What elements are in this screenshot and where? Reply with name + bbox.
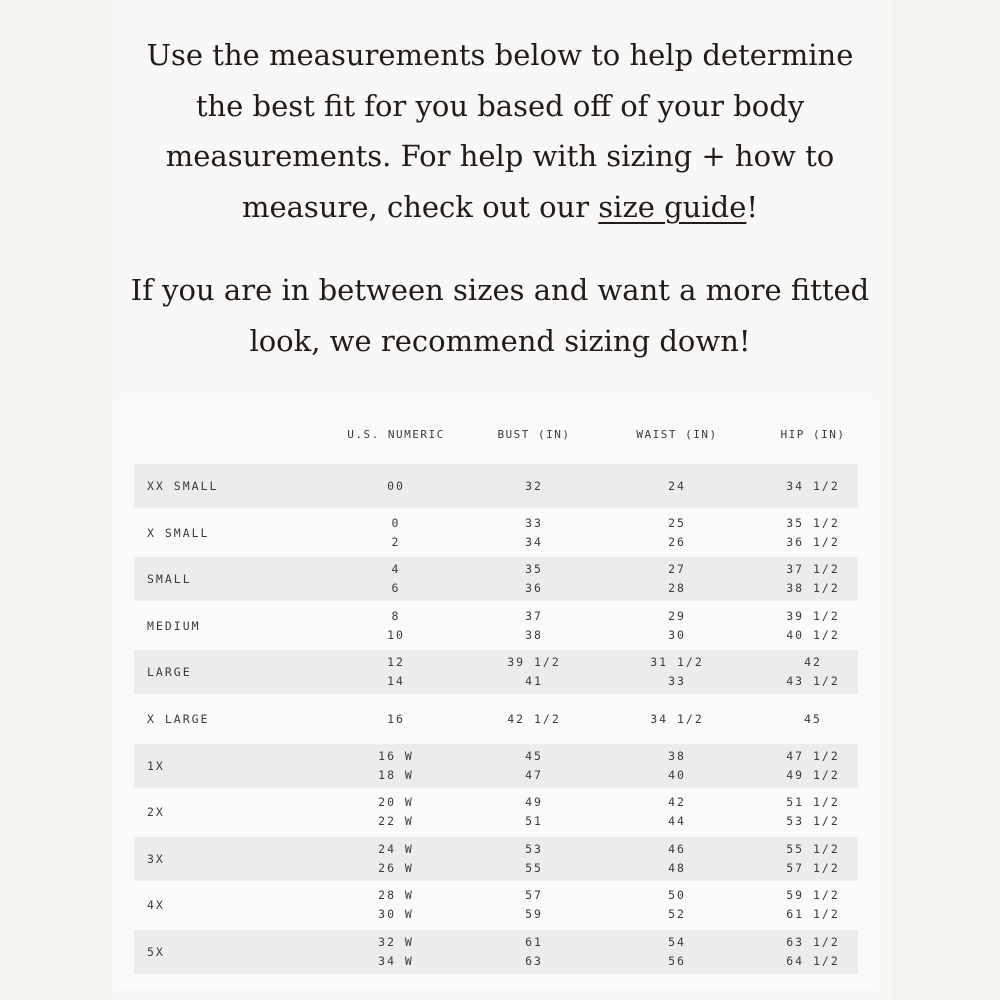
size-label: 1X (147, 758, 165, 773)
bust-value: 35 (525, 562, 543, 577)
numeric-value: 30 W (378, 907, 414, 922)
bust-value: 45 (525, 748, 543, 763)
hip-cell (738, 744, 888, 788)
bust-value: 34 (525, 534, 543, 549)
waist-value: 40 (668, 767, 686, 782)
waist-cell (602, 511, 752, 555)
waist-cell (602, 697, 752, 741)
waist-value: 27 (668, 562, 686, 577)
size-label: 3X (147, 851, 165, 866)
hip-value: 35 1/2 (786, 515, 840, 530)
bust-value: 36 (525, 581, 543, 596)
hip-value: 51 1/2 (786, 795, 840, 810)
table-row (134, 883, 858, 927)
waist-value: 50 (668, 888, 686, 903)
hip-cell (738, 697, 888, 741)
size-label: LARGE (147, 665, 192, 680)
size-label: X LARGE (147, 712, 210, 726)
hip-value: 61 1/2 (786, 907, 840, 922)
table-row (134, 464, 858, 508)
waist-cell (602, 790, 752, 834)
bust-cell (459, 883, 609, 927)
bust-value: 51 (525, 814, 543, 829)
bust-value: 39 1/2 (507, 655, 561, 670)
header-waist: WAIST (IN) (636, 428, 718, 441)
numeric-value: 26 W (378, 860, 414, 875)
size-guide-link[interactable]: size guide (598, 189, 747, 224)
bust-cell (459, 697, 609, 741)
numeric-value: 4 (391, 562, 401, 577)
hip-value: 45 (804, 711, 822, 726)
bust-cell (459, 837, 609, 881)
numeric-value: 20 W (378, 795, 414, 810)
bust-cell (459, 930, 609, 974)
intro-paragraph-2: If you are in between sizes and want a more fitted look, we recommend sizing down! (130, 273, 870, 358)
size-label: X SMALL (147, 525, 210, 540)
waist-cell (602, 650, 752, 694)
bust-value: 37 (525, 608, 543, 623)
hip-cell (738, 464, 888, 508)
table-row (134, 511, 858, 555)
bust-value: 55 (525, 860, 543, 875)
bust-cell (459, 511, 609, 555)
bust-cell (459, 790, 609, 834)
waist-cell (602, 883, 752, 927)
bust-value: 32 (525, 478, 543, 493)
size-label: 4X (147, 898, 165, 913)
hip-value: 59 1/2 (786, 888, 840, 903)
waist-cell (602, 557, 752, 601)
waist-value: 26 (668, 534, 686, 549)
waist-cell (602, 744, 752, 788)
bust-value: 63 (525, 954, 543, 968)
bust-value: 53 (525, 841, 543, 856)
waist-value: 56 (668, 954, 686, 968)
hip-value: 42 (804, 655, 822, 670)
hip-value: 57 1/2 (786, 860, 840, 875)
hip-cell (738, 790, 888, 834)
waist-value: 31 1/2 (650, 655, 704, 670)
hip-value: 38 1/2 (786, 581, 840, 596)
size-label: SMALL (147, 572, 192, 587)
numeric-cell (321, 697, 471, 741)
hip-value: 36 1/2 (786, 534, 840, 549)
numeric-value: 6 (391, 581, 401, 596)
waist-value: 48 (668, 860, 686, 875)
hip-value: 53 1/2 (786, 814, 840, 829)
waist-value: 34 1/2 (650, 711, 704, 726)
numeric-cell (321, 650, 471, 694)
bust-value: 47 (525, 767, 543, 782)
numeric-value: 34 W (378, 954, 414, 968)
bust-value: 49 (525, 795, 543, 810)
size-chart-table (118, 398, 874, 988)
waist-value: 28 (668, 581, 686, 596)
hip-cell (738, 930, 888, 974)
waist-value: 38 (668, 748, 686, 763)
numeric-value: 00 (387, 478, 405, 493)
waist-cell (602, 930, 752, 974)
hip-value: 49 1/2 (786, 767, 840, 782)
waist-cell (602, 604, 752, 648)
table-row (134, 837, 858, 881)
numeric-value: 0 (391, 515, 401, 530)
header-hip: HIP (IN) (780, 428, 846, 441)
waist-value: 54 (668, 935, 686, 949)
header-us-numeric: U.S. NUMERIC (347, 428, 445, 441)
size-label: MEDIUM (147, 618, 201, 633)
numeric-value: 2 (391, 534, 401, 549)
hip-value: 40 1/2 (786, 627, 840, 642)
hip-cell (738, 650, 888, 694)
waist-value: 44 (668, 814, 686, 829)
waist-cell (602, 837, 752, 881)
waist-value: 46 (668, 841, 686, 856)
numeric-value: 32 W (378, 935, 414, 949)
hip-value: 55 1/2 (786, 841, 840, 856)
hip-value: 64 1/2 (786, 954, 840, 968)
hip-cell (738, 883, 888, 927)
hip-cell (738, 837, 888, 881)
bust-value: 42 1/2 (507, 711, 561, 726)
size-label: 2X (147, 805, 165, 820)
numeric-value: 10 (387, 627, 405, 642)
hip-value: 43 1/2 (786, 674, 840, 689)
hip-value: 39 1/2 (786, 608, 840, 623)
waist-value: 42 (668, 795, 686, 810)
waist-value: 25 (668, 515, 686, 530)
numeric-cell (321, 511, 471, 555)
bust-value: 59 (525, 907, 543, 922)
table-row (134, 744, 858, 788)
bust-value: 41 (525, 674, 543, 689)
numeric-cell (321, 604, 471, 648)
bust-value: 38 (525, 627, 543, 642)
hip-value: 47 1/2 (786, 748, 840, 763)
size-label: XX SMALL (147, 479, 219, 493)
numeric-value: 28 W (378, 888, 414, 903)
waist-value: 52 (668, 907, 686, 922)
numeric-value: 8 (391, 608, 401, 623)
table-row (134, 557, 858, 601)
hip-cell (738, 604, 888, 648)
numeric-value: 16 W (378, 748, 414, 763)
numeric-value: 24 W (378, 841, 414, 856)
header-bust: BUST (IN) (497, 428, 571, 441)
waist-value: 30 (668, 627, 686, 642)
numeric-cell (321, 883, 471, 927)
bust-cell (459, 650, 609, 694)
intro-paragraph-1 (140, 30, 860, 232)
intro-text (0, 30, 1000, 366)
numeric-value: 12 (387, 655, 405, 670)
numeric-cell (321, 744, 471, 788)
bust-cell (459, 744, 609, 788)
numeric-value: 22 W (378, 814, 414, 829)
bust-value: 57 (525, 888, 543, 903)
numeric-cell (321, 464, 471, 508)
waist-value: 29 (668, 608, 686, 623)
size-label: 5X (147, 945, 165, 959)
hip-value: 37 1/2 (786, 562, 840, 577)
table-row (134, 604, 858, 648)
hip-cell (738, 557, 888, 601)
hip-cell (738, 511, 888, 555)
numeric-cell (321, 930, 471, 974)
numeric-value: 16 (387, 711, 405, 726)
table-row (134, 930, 858, 974)
table-row (134, 650, 858, 694)
numeric-cell (321, 837, 471, 881)
bust-value: 61 (525, 935, 543, 949)
table-row (134, 790, 858, 834)
intro-paragraph-1-end: ! (746, 189, 759, 224)
numeric-value: 18 W (378, 767, 414, 782)
bust-cell (459, 464, 609, 508)
numeric-cell (321, 790, 471, 834)
hip-value: 34 1/2 (786, 478, 840, 493)
waist-cell (602, 464, 752, 508)
bust-value: 33 (525, 515, 543, 530)
waist-value: 24 (668, 478, 686, 493)
numeric-cell (321, 557, 471, 601)
table-row (134, 697, 858, 741)
bust-cell (459, 557, 609, 601)
bust-cell (459, 604, 609, 648)
waist-value: 33 (668, 674, 686, 689)
numeric-value: 14 (387, 674, 405, 689)
hip-value: 63 1/2 (786, 935, 840, 949)
intro-paragraph-1-text: Use the measurements below to help determine the best fit for you based off of your body measurements. For help with sizing + how to measure, check out our (146, 38, 854, 224)
